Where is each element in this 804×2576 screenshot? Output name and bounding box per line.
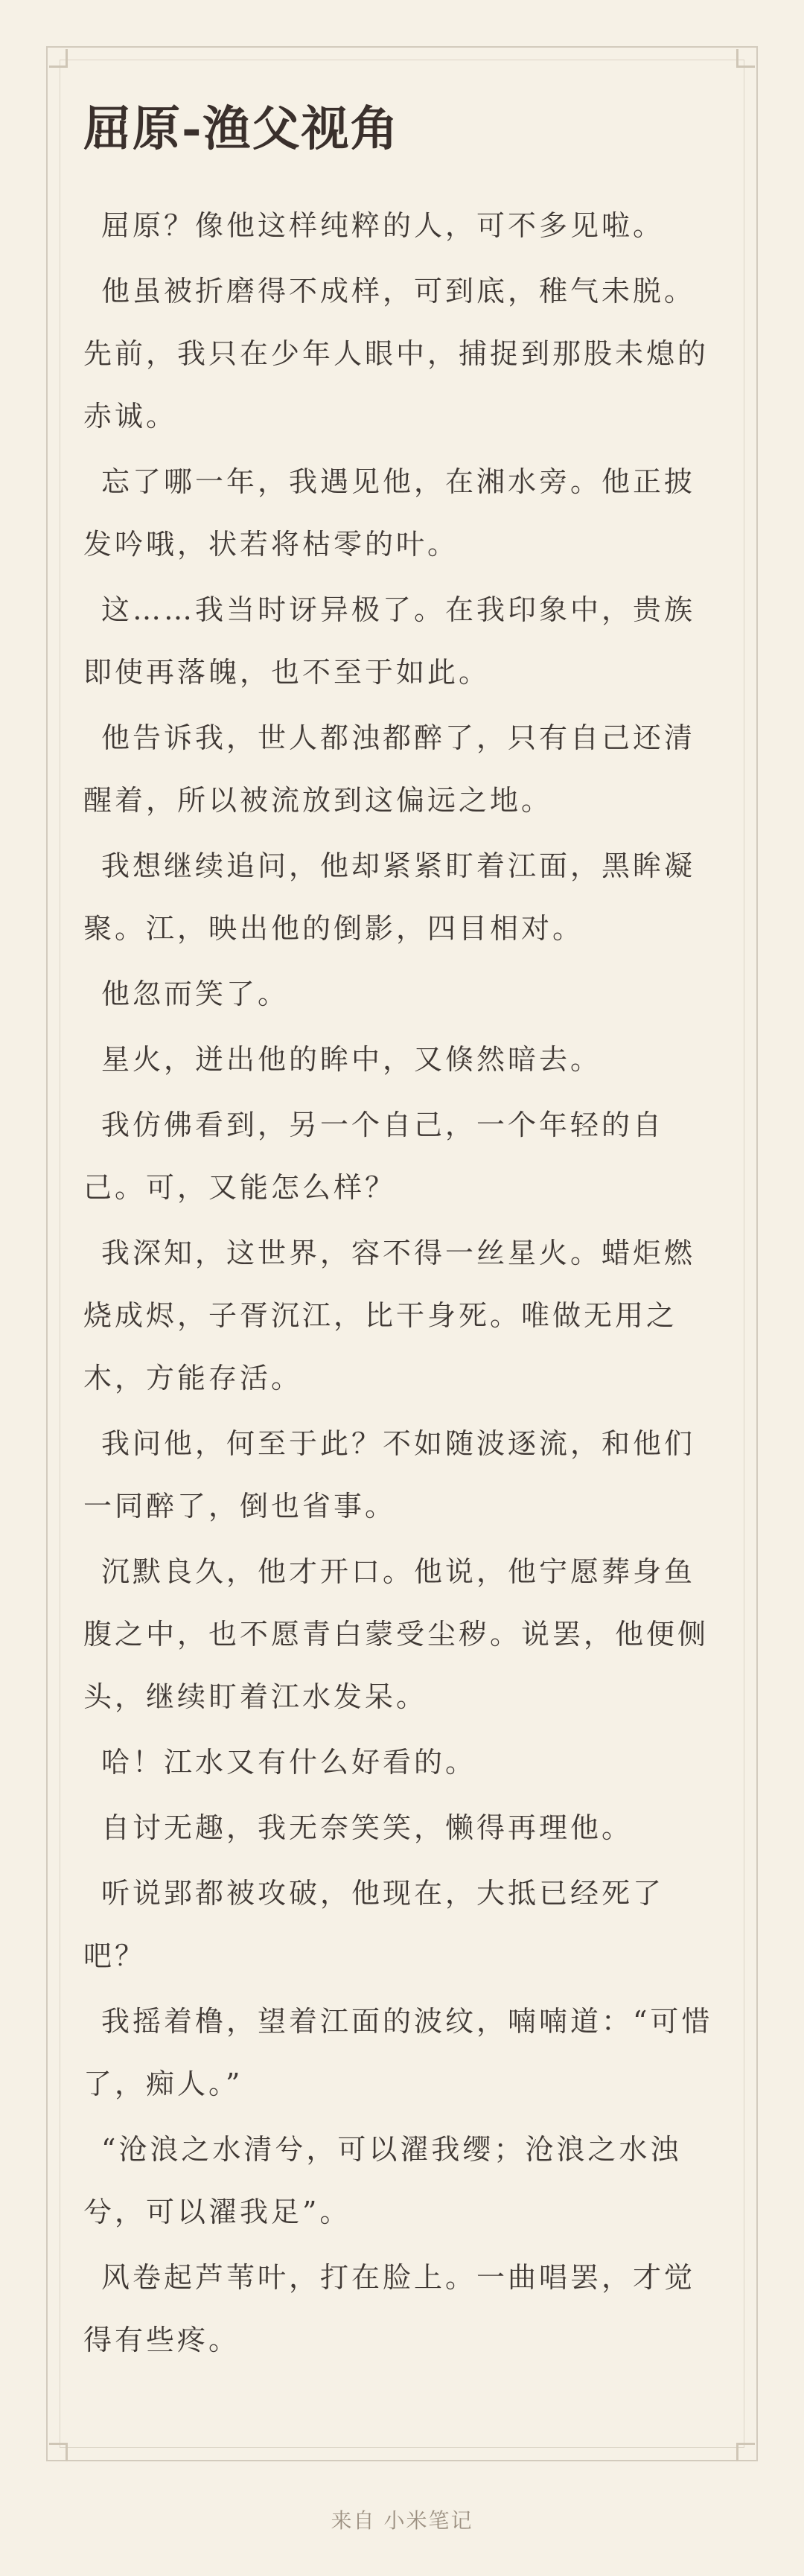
frame-corner-ornament (736, 2443, 755, 2461)
paragraph: 他告诉我，世人都浊都醉了，只有自己还清醒着，所以被流放到这偏远之地。 (83, 721, 696, 817)
frame-corner-ornament (49, 2443, 68, 2461)
paragraph: 他忽而笑了。 (101, 977, 290, 1010)
paragraph: 我深知，这世界，容不得一丝星火。蜡炬燃烧成烬，子胥沉江，比干身死。唯做无用之木，方能存活。 (83, 1236, 696, 1394)
paragraph: 我仿佛看到，另一个自己，一个年轻的自己。可，又能怎么样？ (83, 1108, 665, 1204)
paragraph: 沉默良久，他才开口。他说，他宁愿葬身鱼腹之中，也不愿青白蒙受尘秽。说罢，他便侧头，继续盯着江水发呆。 (83, 1555, 709, 1713)
paragraph: 屈原？像他这样纯粹的人，可不多见啦。 (101, 208, 665, 242)
paragraph: 我问他，何至于此？不如随波逐流，和他们一同醉了，倒也省事。 (83, 1426, 696, 1523)
paragraph: “沧浪之水清兮，可以濯我缨；沧浪之水浊兮，可以濯我足”。 (83, 2132, 682, 2228)
note-content (83, 101, 721, 2374)
paragraph: 忘了哪一年，我遇见他，在湘水旁。他正披发吟哦，状若将枯零的叶。 (83, 465, 696, 561)
paragraph: 自讨无趣，我无奈笑笑，懒得再理他。 (101, 1811, 634, 1844)
frame-corner-ornament (49, 49, 68, 68)
paragraph: 星火，迸出他的眸中，又倏然暗去。 (101, 1042, 602, 1076)
paragraph: 这……我当时讶异极了。在我印象中，贵族即使再落魄，也不至于如此。 (83, 593, 696, 689)
paragraph: 哈！江水又有什么好看的。 (101, 1745, 477, 1779)
paragraph: 我摇着橹，望着江面的波纹，喃喃道：“可惜了，痴人。” (83, 2004, 713, 2100)
paragraph: 风卷起芦苇叶，打在脸上。一曲唱罢，才觉得有些疼。 (83, 2260, 696, 2356)
paragraph: 他虽被折磨得不成样，可到底，稚气未脱。先前，我只在少年人眼中，捕捉到那股未熄的赤诚。 (83, 274, 709, 433)
paragraph: 我想继续追问，他却紧紧盯着江面，黑眸凝聚。江，映出他的倒影，四目相对。 (83, 849, 696, 945)
frame-corner-ornament (736, 49, 755, 68)
source-footer: 来自 小米笔记 (331, 2508, 473, 2533)
note-title: 屈原-渔父视角 (83, 101, 400, 157)
paragraph: 听说郢都被攻破，他现在，大抵已经死了吧？ (83, 1876, 665, 1972)
